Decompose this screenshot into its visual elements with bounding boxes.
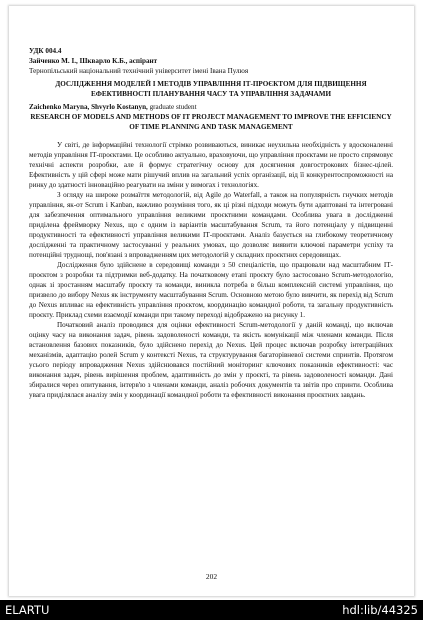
page-number: 202 <box>205 572 218 581</box>
body-paragraph-4: Початковий аналіз проводився для оцінки ефективності Scrum-методології у даній команді, що включав оцінку часу на виконання задач, рівень задоволеності команди, та якість комунікації між членами команди. Після встановлення базових показників, було здійснено перехід до Nexus. Цей процес включав розробку інтеграційних механізмів, адаптацію ролей Scrum у контексті Nexus, та структурування багаторівневої системи спринтів. Протягом усього періоду впровадження Nexus здійснювався постійний моніторинг ключових показників ефективності: час виконання задач, рівень вирішення проблем, адаптивність до змін у проєкті, та рівень задоволеності команди. Дані збиралися через опитування, інтерв'ю з членами команди, аналіз робочих документів та звітів про спринти. Особлива увага приділялася аналізу змін у координації командної роботи та ефективності виконання проєктних завдань. <box>29 321 393 399</box>
authors-english <box>29 102 393 112</box>
body-paragraph-2: З огляду на широке розмаїття методологій, від Agile до Waterfall, а також на популярність гнучких методів управління, як-от Scrum і Kanban, важливо розуміння того, як ці різні підходи можуть бути адаптовані та інтегровані для забезпечення оптимального управління великими проєктними командами. Особлива увага в дослідженні приділена фреймворку Nexus, що є одним із варіантів масштабування Scrum, та його потенціалу у підвищенні продуктивності та ефективності управління великими ІТ-проєктами. Аналіз базується на глибокому теоретичному дослідженні та практичному застосуванні у реальних умовах, що дозволяє виявити ключові параметри успіху та потенційні труднощі, пов'язані з впровадженням цих методологій у складних проєктних середовищах. <box>29 191 393 259</box>
page-content <box>29 46 393 400</box>
authors-english-role: graduate student <box>147 103 197 111</box>
repository-name: ELARTU <box>5 603 50 617</box>
udc-code: УДК 004.4 <box>29 47 62 55</box>
footer-bar <box>0 600 423 620</box>
title-english: RESEARCH OF MODELS AND METHODS OF IT PROJECT MANAGEMENT TO IMPROVE THE EFFICIENCY OF TIME PLANNING AND TASK MANAGEMENT <box>30 113 392 131</box>
title-ukrainian: ДОСЛІДЖЕННЯ МОДЕЛЕЙ І МЕТОДІВ УПРАВЛІННЯ ІТ-ПРОЄКТОМ ДЛЯ ПІДВИЩЕННЯ ЕФЕКТИВНОСТІ ПЛАНУВАННЯ ЧАСУ ТА УПРАВЛІННЯ ЗАДАЧАМИ <box>55 80 367 98</box>
authors-english-names: Zaichenko Maryna, Shvyrlo Kostanyn, <box>29 103 148 111</box>
body-paragraph-1: У світі, де інформаційні технології стрімко розвиваються, виникає неухильна необхідність у вдосконаленні методів управління ІТ-проєктами. Це особливо актуально, враховуючи, що управління проєктами не просто спрямовує технічні аспекти розробки, але й формує стратегічну основу для досягнення довгострокових бізнес-цілей. Ефективність у цій сфері може мати рішучий вплив на загальний успіх організації, від її конкурентоспроможності на ринку до здатності інноваційно реагувати на зміни у вимогах і технологіях. <box>29 141 393 189</box>
affiliation: Тернопільський національний технічний університет імені Івана Пулюя <box>29 67 249 75</box>
authors-ukrainian: Зайченко М. І., Шкварло К.Б., аспірант <box>29 57 158 65</box>
body-paragraph-3: Дослідження було здійснене в середовищі команди з 50 спеціалістів, що працювали над масштабним ІТ-проєктом з розробки та підтримки веб-додатку. На початковому етапі проєкту було застосовано Scrum-методологію, однак зі зростанням масштабу проєкту та команди, виникла потреба в більш комплексній системі управління, що призвело до вибору Nexus як інструменту масштабування Scrum. Основною метою було вивчити, як перехід від Scrum до Nexus впливає на ефективність управління проєктом, координацію командної роботи, та загальну продуктивність проєкту. Приклад схеми взаємодії команди при такому переході відображено на рисунку 1. <box>29 261 393 319</box>
document-page <box>9 6 414 596</box>
handle-identifier: hdl:lib/44325 <box>342 603 418 617</box>
